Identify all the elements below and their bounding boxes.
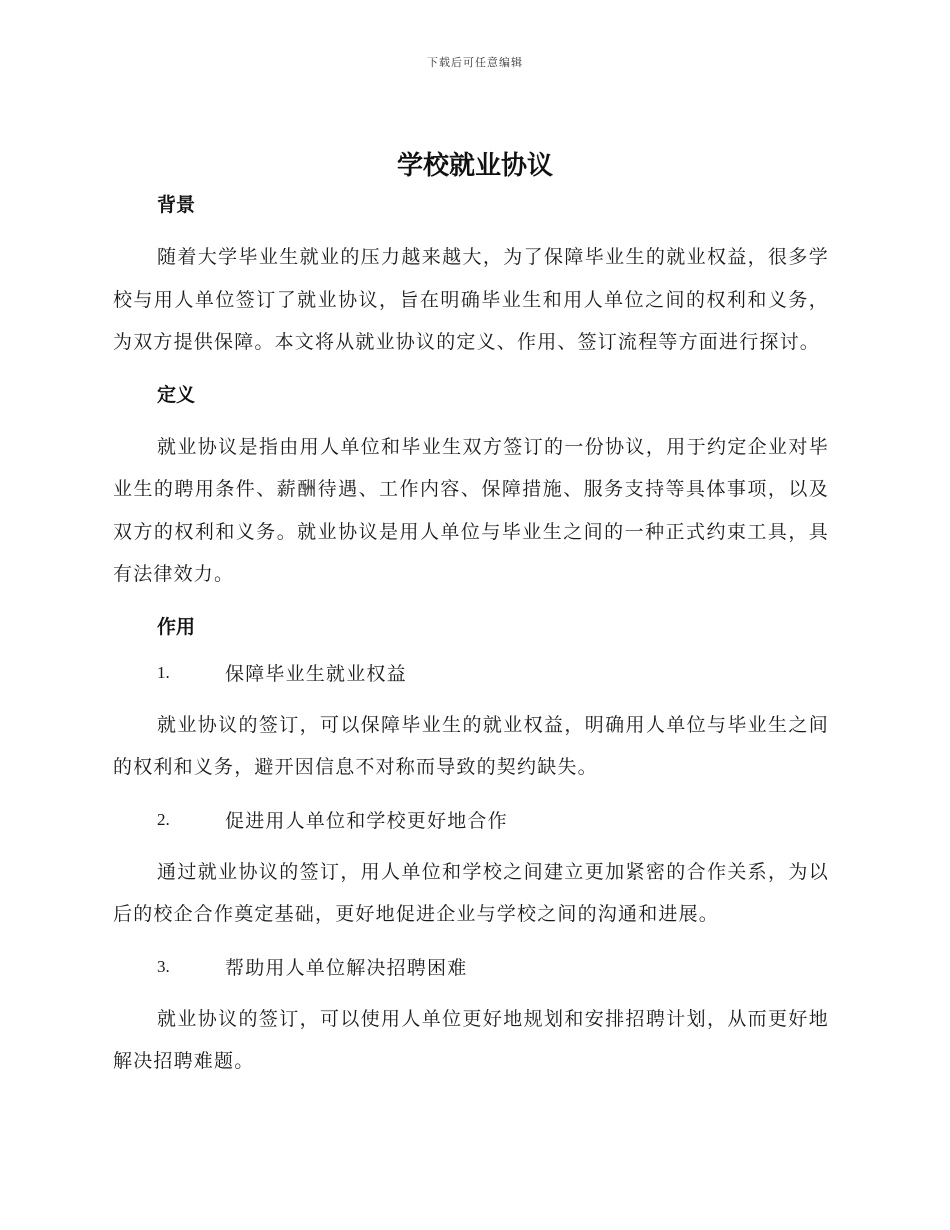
function-item-1-title (113, 652, 829, 694)
item-number: 2. (157, 809, 170, 829)
section-heading-definition: 定义 (157, 383, 196, 406)
item-title: 帮助用人单位解决招聘困难 (225, 957, 468, 979)
definition-paragraph: 就业协议是指由用人单位和毕业生双方签订的一份协议，用于约定企业对毕业生的聘用条件、薪酬待遇、工作内容、保障措施、服务支持等具体事项，以及双方的权利和义务。就业协议是用人单位与毕业生之间的一种正式约束工具，具有法律效力。 (113, 435, 829, 585)
document-title: 学校就业协议 (396, 151, 553, 181)
item-title: 促进用人单位和学校更好地合作 (225, 810, 508, 832)
page-header-note: 下载后可任意编辑 (427, 56, 523, 69)
section-heading-background: 背景 (157, 194, 196, 216)
document-body (113, 190, 829, 1083)
function-item-3-title (113, 946, 829, 988)
function-item-2-paragraph: 通过就业协议的签订，用人单位和学校之间建立更加紧密的合作关系，为以后的校企合作奠定基础，更好地促进企业与学校之间的沟通和进展。 (113, 860, 829, 925)
item-number: 3. (157, 956, 170, 976)
function-item-2-title (113, 799, 829, 841)
item-number: 1. (157, 662, 170, 682)
function-item-3-paragraph: 就业协议的签订，可以使用人单位更好地规划和安排招聘计划，从而更好地解决招聘难题。 (113, 1007, 829, 1072)
item-title: 保障毕业生就业权益 (225, 663, 407, 685)
background-paragraph: 随着大学毕业生就业的压力越来越大，为了保障毕业生的就业权益，很多学校与用人单位签订了就业协议，旨在明确毕业生和用人单位之间的权利和义务，为双方提供保障。本文将从就业协议的定义、作用、签订流程等方面进行探讨。 (113, 246, 829, 353)
section-heading-function: 作用 (157, 615, 196, 638)
function-item-1-paragraph: 就业协议的签订，可以保障毕业生的就业权益，明确用人单位与毕业生之间的权利和义务，避开因信息不对称而导致的契约缺失。 (113, 713, 829, 778)
